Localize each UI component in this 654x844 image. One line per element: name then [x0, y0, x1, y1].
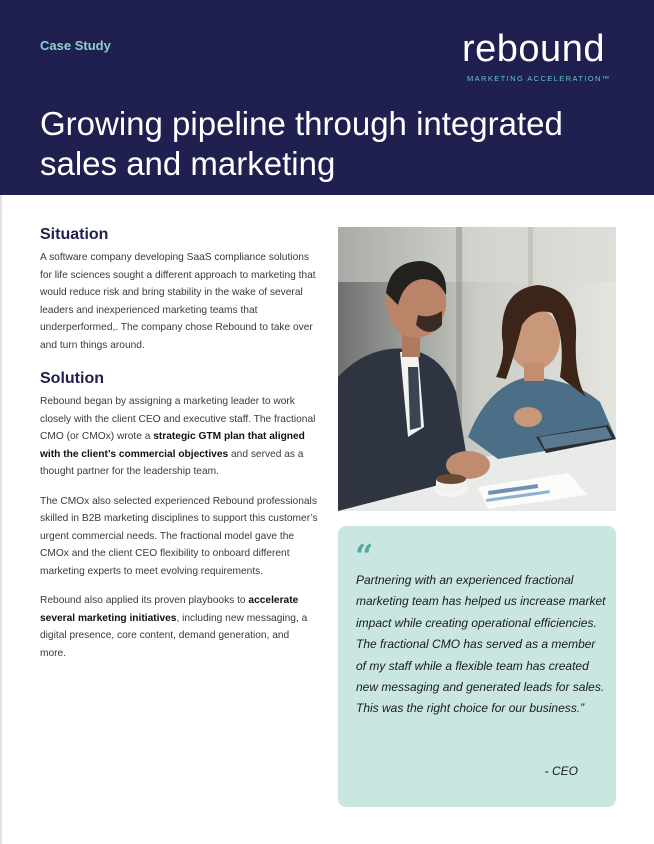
page-title: Growing pipeline through integrated sales and marketing	[40, 105, 563, 182]
solution-p3-highlight: accelerate several marketing initiatives	[40, 595, 299, 624]
solution-paragraph-2: The CMOx also selected experienced Rebound professionals skilled in B2B marketing disciplines to support this customer’s urgent commercial needs. The fractional model gave the CMOx and the client CEO flexibility to onboard different marketing experts to meet evolving requirements.	[40, 495, 318, 577]
page-edge-divider	[0, 195, 2, 844]
solution-p1-text: Rebound began by assigning a marketing leader to work closely with the client CEO and executive staff. The fractional CMO (or CMOx) wrote a	[40, 396, 316, 442]
situation-heading: Situation	[40, 226, 109, 243]
solution-p3-text: Rebound also applied its proven playbooks to	[40, 595, 249, 606]
solution-section	[40, 370, 318, 662]
testimonial-text: Partnering with an experienced fractional marketing team has helped us increase market impact while creating operational efficiencies. The fractional CMO has served as a member of my staff while a flexible team has created new messaging and generated leads for sales. This was the right choice for our business.”	[356, 573, 606, 716]
solution-heading: Solution	[40, 370, 104, 387]
header-banner	[0, 0, 654, 195]
solution-p3-text-end: , including new messaging, a digital presence, core content, demand generation, and more.	[40, 612, 308, 659]
testimonial-attribution: - CEO	[544, 764, 578, 778]
logo-tagline: MARKETING ACCELERATION™	[467, 74, 611, 83]
solution-p1-highlight: strategic GTM plan that aligned with the client’s commercial objectives	[40, 431, 305, 460]
solution-p1-text-end: and served as a thought partner for the leadership team.	[40, 448, 304, 477]
case-study-label: Case Study	[40, 38, 111, 53]
solution-paragraph-1	[40, 393, 318, 481]
testimonial-quote-box	[338, 526, 616, 807]
rebound-logo: rebound	[462, 28, 605, 70]
business-meeting-photo	[338, 227, 616, 511]
quote-mark-icon: “	[355, 537, 374, 575]
situation-body: A software company developing SaaS compliance solutions for life sciences sought a different approach to marketing that would reduce risk and bring stability in the wake of several leaders and inexperienced marketing teams that underperformed,. The company chose Rebound to take over and turn things around.	[40, 252, 316, 351]
situation-section	[40, 226, 318, 354]
solution-paragraph-3	[40, 592, 318, 662]
